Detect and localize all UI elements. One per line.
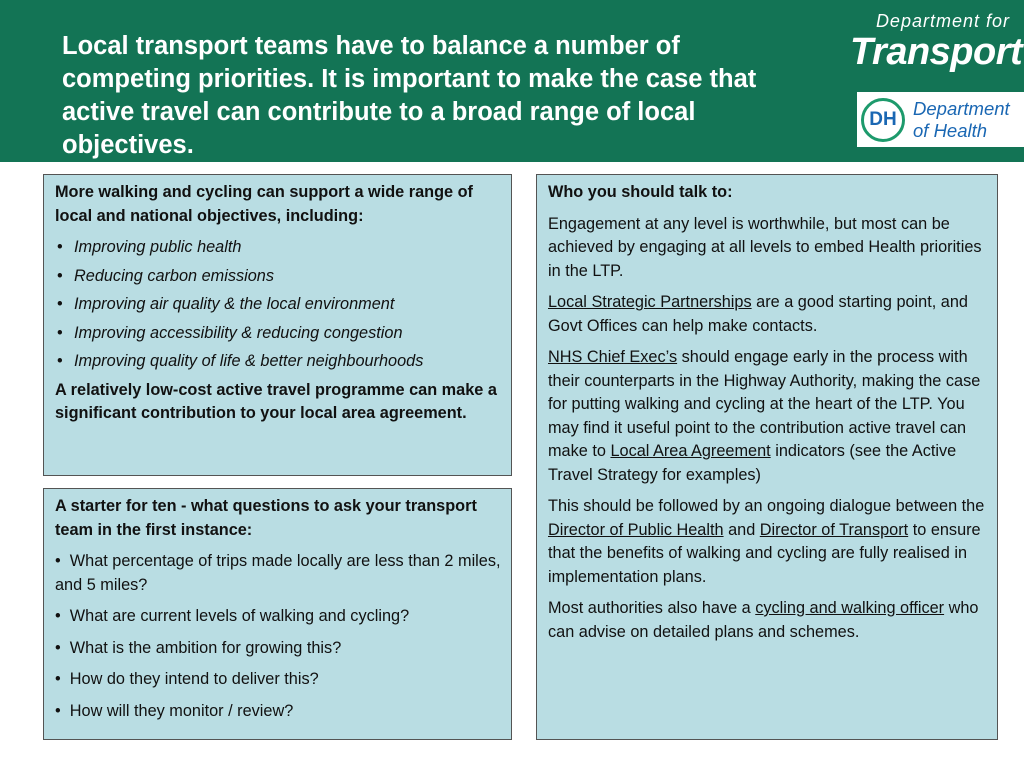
objectives-list [55, 236, 501, 374]
list-item: • What are current levels of walking and cycling? [55, 607, 410, 625]
bullet-glyph: • [55, 552, 61, 570]
questions-box [43, 488, 512, 740]
dh-initials: DH [869, 109, 897, 130]
dh-wordmark [913, 98, 1010, 142]
objectives-conclusion: A relatively low-cost active travel programme can make a significant contribution to your local area agreement. [55, 380, 497, 422]
talk-box [536, 174, 998, 740]
list-item: • How will they monitor / review? [55, 701, 294, 720]
dh-line1: Department [913, 98, 1010, 119]
list-item: • Improving public health [55, 236, 501, 260]
list-item: • How do they intend to deliver this? [55, 670, 319, 688]
talk-paragraph-3: NHS Chief Exec’s should engage early in the process with their counterparts in the Highway Authority, making the case for putting walking and cycling at the heart of the LTP. You may find it useful point to the contribution active travel can make to Local Area Agreement indicators (see the Active Travel Strategy for examples) [548, 348, 981, 484]
local-strategic-partnerships-link[interactable]: Local Strategic Partnerships [548, 293, 752, 311]
dft-logo [850, 10, 1023, 73]
nhs-chief-execs-link[interactable]: NHS Chief Exec’s [548, 348, 678, 366]
talk-paragraph-1: Engagement at any level is worthwhile, but most can be achieved by engaging at all levels to embed Health priorities in the LTP. [548, 214, 982, 280]
talk-paragraph-2: Local Strategic Partnerships are a good starting point, and Govt Offices can help make contacts. [548, 293, 968, 335]
questions-intro: A starter for ten - what questions to ask your transport team in the first instance: [55, 497, 477, 539]
dh-line2: of Health [913, 120, 988, 141]
list-item: • What percentage of trips made locally are less than 2 miles, and 5 miles? [55, 552, 501, 594]
bullet-glyph: • [55, 607, 61, 625]
dft-logo-line1: Department for [875, 11, 1010, 31]
bullet-glyph: • [55, 701, 61, 720]
talk-paragraph-4: This should be followed by an ongoing dialogue between the Director of Public Health and Director of Transport to ensure that the benefits of walking and cycling are fully realised in implementation plans. [548, 497, 985, 586]
list-item: • What is the ambition for growing this? [55, 638, 342, 657]
list-item: • Improving accessibility & reducing congestion [55, 322, 501, 346]
talk-paragraph-5: Most authorities also have a cycling and walking officer who can advise on detailed plans and schemes. [548, 599, 979, 641]
list-item: • Improving air quality & the local environment [55, 293, 501, 317]
bullet-glyph: • [55, 670, 61, 688]
cycling-walking-officer-link[interactable]: cycling and walking officer [755, 599, 945, 617]
dft-logo-line2: Transport [850, 31, 1023, 73]
dh-circle-icon [861, 98, 905, 142]
dh-logo [857, 92, 1024, 147]
objectives-box [43, 174, 512, 476]
page-title: Local transport teams have to balance a number of competing priorities. It is important to make the case that active travel can contribute to a broad range of local objectives. [62, 32, 757, 159]
talk-heading: Who you should talk to: [548, 183, 733, 201]
local-area-agreement-link[interactable]: Local Area Agreement [610, 442, 771, 460]
objectives-intro: More walking and cycling can support a wide range of local and national objectives, including: [55, 183, 473, 225]
director-of-transport-link[interactable]: Director of Transport [759, 520, 909, 539]
director-of-public-health-link[interactable]: Director of Public Health [548, 520, 724, 539]
bullet-glyph: • [55, 638, 61, 657]
list-item: • Reducing carbon emissions [55, 265, 501, 289]
list-item: • Improving quality of life & better neighbourhoods [55, 350, 501, 374]
header-banner [0, 0, 1024, 162]
